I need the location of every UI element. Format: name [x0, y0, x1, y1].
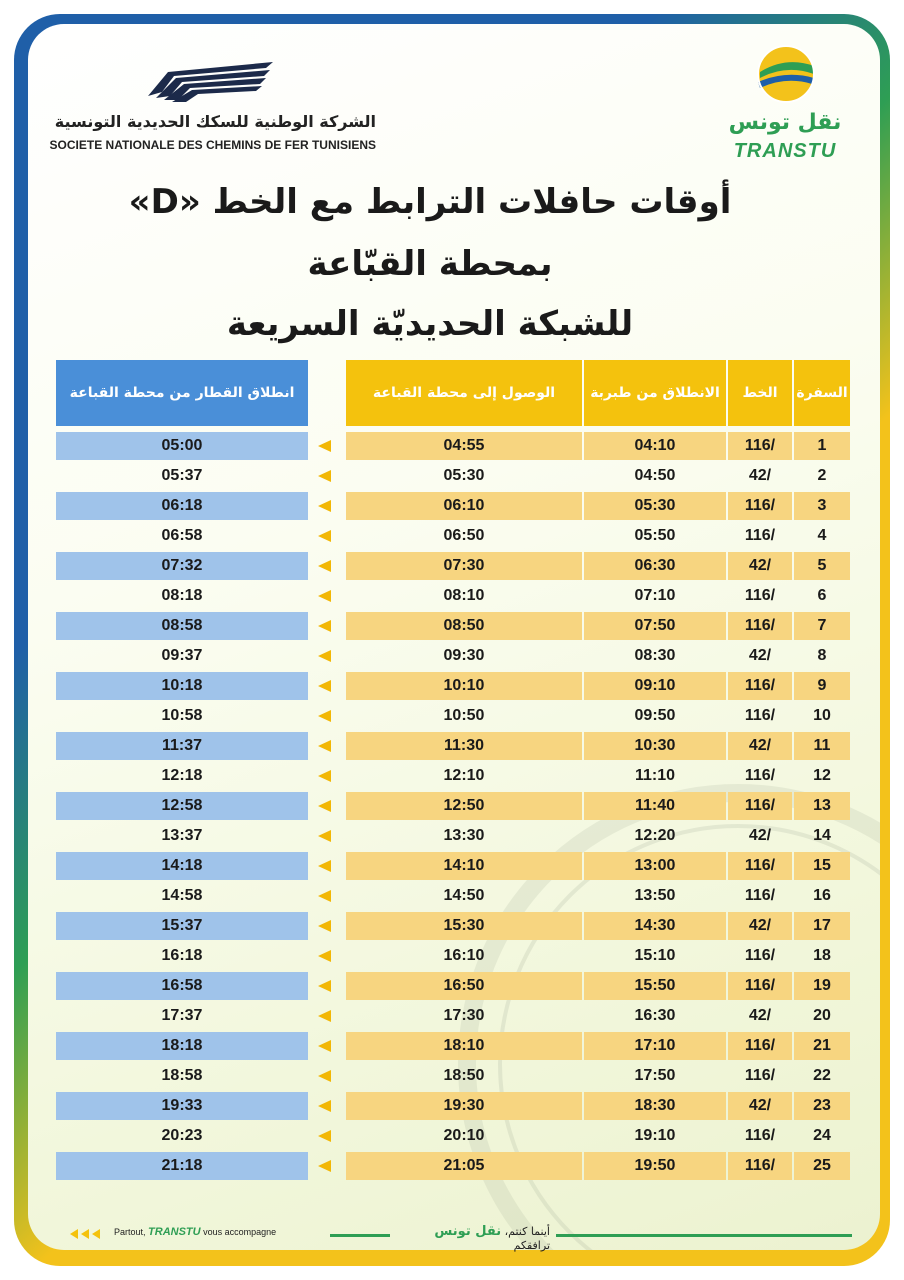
cell-line: 42/	[748, 647, 772, 664]
cell-departure-tebourba: 18:30	[584, 1092, 726, 1120]
connection-arrow-icon	[318, 830, 331, 842]
cell-trip: 17	[794, 912, 850, 940]
table-row	[0, 1092, 904, 1122]
header-arrival-gobaa: الوصول إلى محطة القباعة	[346, 360, 582, 426]
connection-arrow-icon	[318, 620, 331, 632]
table-row	[0, 552, 904, 582]
cell-departure-tebourba: 19:50	[584, 1152, 726, 1180]
connection-arrow-icon	[318, 1070, 331, 1082]
connection-arrow-icon	[318, 440, 331, 452]
cell-arrival-gobaa: 14:10	[346, 852, 582, 880]
cell-arrival-gobaa: 16:10	[443, 947, 485, 964]
footer-divider-right	[556, 1234, 852, 1237]
cell-train-departure: 08:58	[56, 612, 308, 640]
connection-arrow-icon	[318, 980, 331, 992]
connection-arrow-icon	[318, 560, 331, 572]
cell-trip: 6	[817, 587, 827, 604]
cell-train-departure: 10:58	[161, 707, 203, 724]
cell-departure-tebourba: 17:10	[584, 1032, 726, 1060]
cell-arrival-gobaa: 21:05	[346, 1152, 582, 1180]
cell-departure-tebourba: 14:30	[584, 912, 726, 940]
cell-arrival-gobaa: 13:30	[443, 827, 485, 844]
transtu-emblem-icon	[756, 44, 816, 106]
cell-line: 42/	[728, 1092, 792, 1120]
connection-arrow-icon	[318, 920, 331, 932]
cell-arrival-gobaa: 06:10	[346, 492, 582, 520]
connection-arrow-icon	[318, 890, 331, 902]
cell-line: 42/	[748, 827, 772, 844]
transtu-name-arabic: نقل تونس	[728, 110, 842, 135]
connection-arrow-icon	[318, 950, 331, 962]
cell-train-departure: 12:18	[161, 767, 203, 784]
cell-arrival-gobaa: 10:10	[346, 672, 582, 700]
table-row	[0, 942, 904, 972]
header-trip: السفرة	[794, 360, 850, 426]
cell-line: 42/	[728, 552, 792, 580]
connection-arrow-icon	[318, 1160, 331, 1172]
cell-train-departure: 12:58	[56, 792, 308, 820]
connection-arrow-icon	[318, 710, 331, 722]
cell-departure-tebourba: 05:30	[584, 492, 726, 520]
cell-arrival-gobaa: 12:50	[346, 792, 582, 820]
cell-trip: 5	[794, 552, 850, 580]
footer-divider-left	[330, 1234, 390, 1237]
connection-arrow-icon	[318, 740, 331, 752]
cell-departure-tebourba: 17:50	[634, 1067, 676, 1084]
cell-line: 116/	[728, 492, 792, 520]
cell-trip: 3	[794, 492, 850, 520]
cell-line: 42/	[748, 1007, 772, 1024]
cell-trip: 18	[813, 947, 831, 964]
cell-departure-tebourba: 15:50	[584, 972, 726, 1000]
cell-line: 116/	[744, 1067, 776, 1084]
cell-departure-tebourba: 11:10	[634, 767, 676, 784]
table-row	[0, 432, 904, 462]
header-departure-tebourba: الانطلاق من طبربة	[584, 360, 726, 426]
cell-arrival-gobaa: 12:10	[443, 767, 485, 784]
cell-departure-tebourba: 05:50	[634, 527, 676, 544]
connection-arrow-icon	[318, 1100, 331, 1112]
cell-arrival-gobaa: 09:30	[443, 647, 485, 664]
cell-line: 116/	[744, 887, 776, 904]
cell-departure-tebourba: 04:50	[634, 467, 676, 484]
cell-train-departure: 19:33	[56, 1092, 308, 1120]
footer-fr-suffix: vous accompagne	[203, 1227, 277, 1237]
footer-ar-prefix: أينما كنتم،	[504, 1225, 550, 1238]
cell-train-departure: 20:23	[161, 1127, 203, 1144]
connection-arrow-icon	[318, 800, 331, 812]
table-row	[0, 912, 904, 942]
cell-train-departure: 06:58	[161, 527, 203, 544]
cell-train-departure: 09:37	[161, 647, 203, 664]
title-line-1: أوقات حافلات الترابط مع الخط «D»	[128, 182, 732, 222]
table-row	[0, 882, 904, 912]
cell-departure-tebourba: 16:30	[634, 1007, 676, 1024]
cell-trip: 9	[794, 672, 850, 700]
cell-trip: 13	[794, 792, 850, 820]
cell-line: 116/	[728, 1152, 792, 1180]
connection-arrow-icon	[318, 680, 331, 692]
connection-arrow-icon	[318, 860, 331, 872]
cell-departure-tebourba: 13:50	[634, 887, 676, 904]
table-row	[0, 732, 904, 762]
table-row	[0, 972, 904, 1002]
cell-arrival-gobaa: 06:50	[443, 527, 485, 544]
cell-departure-tebourba: 07:50	[584, 612, 726, 640]
cell-trip: 24	[813, 1127, 831, 1144]
cell-departure-tebourba: 04:10	[584, 432, 726, 460]
cell-arrival-gobaa: 10:50	[443, 707, 485, 724]
cell-trip: 2	[817, 467, 827, 484]
cell-departure-tebourba: 12:20	[634, 827, 676, 844]
cell-line: 116/	[728, 852, 792, 880]
cell-line: 42/	[728, 732, 792, 760]
cell-line: 116/	[744, 707, 776, 724]
connection-arrow-icon	[318, 530, 331, 542]
connection-arrow-icon	[318, 1010, 331, 1022]
cell-arrival-gobaa: 15:30	[346, 912, 582, 940]
cell-trip: 1	[794, 432, 850, 460]
table-row	[0, 1002, 904, 1032]
connection-arrow-icon	[318, 770, 331, 782]
cell-trip: 7	[794, 612, 850, 640]
footer-arrows-icon	[70, 1229, 102, 1239]
cell-train-departure: 16:58	[56, 972, 308, 1000]
transtu-logo	[712, 44, 862, 164]
cell-line: 116/	[728, 432, 792, 460]
cell-arrival-gobaa: 17:30	[443, 1007, 485, 1024]
cell-line: 116/	[728, 672, 792, 700]
cell-departure-tebourba: 13:00	[584, 852, 726, 880]
cell-train-departure: 18:18	[56, 1032, 308, 1060]
cell-train-departure: 13:37	[161, 827, 203, 844]
connection-arrow-icon	[318, 1130, 331, 1142]
cell-line: 116/	[728, 612, 792, 640]
cell-line: 116/	[728, 1032, 792, 1060]
connection-arrow-icon	[318, 500, 331, 512]
cell-departure-tebourba: 09:10	[584, 672, 726, 700]
cell-departure-tebourba: 10:30	[584, 732, 726, 760]
cell-train-departure: 05:00	[56, 432, 308, 460]
cell-train-departure: 06:18	[56, 492, 308, 520]
cell-train-departure: 15:37	[56, 912, 308, 940]
cell-trip: 4	[817, 527, 827, 544]
cell-trip: 22	[813, 1067, 831, 1084]
cell-trip: 14	[813, 827, 831, 844]
table-row	[0, 1122, 904, 1152]
table-row	[0, 462, 904, 492]
sncft-rail-icon	[138, 58, 278, 104]
cell-train-departure: 18:58	[161, 1067, 203, 1084]
footer-slogan-arabic	[420, 1224, 550, 1252]
table-row	[0, 582, 904, 612]
cell-line: 42/	[728, 912, 792, 940]
table-row	[0, 522, 904, 552]
cell-train-departure: 21:18	[56, 1152, 308, 1180]
table-row	[0, 492, 904, 522]
table-row	[0, 852, 904, 882]
table-row	[0, 1062, 904, 1092]
title-line-2: بمحطة القبّاعة	[307, 244, 553, 284]
cell-line: 116/	[744, 947, 776, 964]
cell-train-departure: 07:32	[56, 552, 308, 580]
cell-line: 116/	[728, 792, 792, 820]
cell-departure-tebourba: 15:10	[634, 947, 676, 964]
cell-train-departure: 08:18	[161, 587, 203, 604]
cell-line: 116/	[744, 1127, 776, 1144]
cell-trip: 11	[794, 732, 850, 760]
cell-line: 116/	[744, 527, 776, 544]
cell-train-departure: 16:18	[161, 947, 203, 964]
cell-trip: 8	[817, 647, 827, 664]
table-row	[0, 672, 904, 702]
cell-trip: 16	[813, 887, 831, 904]
footer-ar-brand: نقل تونس	[434, 1224, 502, 1239]
cell-arrival-gobaa: 18:10	[346, 1032, 582, 1060]
cell-arrival-gobaa: 08:50	[346, 612, 582, 640]
cell-line: 116/	[744, 767, 776, 784]
table-row	[0, 612, 904, 642]
cell-departure-tebourba: 08:30	[634, 647, 676, 664]
cell-train-departure: 10:18	[56, 672, 308, 700]
footer-fr-brand: TRANSTU	[148, 1226, 201, 1238]
cell-departure-tebourba: 11:40	[584, 792, 726, 820]
table-row	[0, 642, 904, 672]
cell-line: 116/	[728, 972, 792, 1000]
cell-line: 116/	[744, 587, 776, 604]
sncft-name-french: SOCIETE NATIONALE DES CHEMINS DE FER TUNISIENS	[49, 138, 376, 152]
footer-fr-prefix: Partout,	[114, 1227, 146, 1237]
connection-arrow-icon	[318, 650, 331, 662]
cell-arrival-gobaa: 20:10	[443, 1127, 485, 1144]
cell-arrival-gobaa: 18:50	[443, 1067, 485, 1084]
cell-arrival-gobaa: 07:30	[346, 552, 582, 580]
cell-arrival-gobaa: 19:30	[346, 1092, 582, 1120]
connection-arrow-icon	[318, 470, 331, 482]
cell-line: 42/	[748, 467, 772, 484]
schedule-table	[0, 432, 904, 1182]
sncft-name-arabic: الشركة الوطنية للسكك الحديدية التونسية	[54, 112, 376, 131]
table-row	[0, 702, 904, 732]
cell-arrival-gobaa: 14:50	[443, 887, 485, 904]
connection-arrow-icon	[318, 590, 331, 602]
cell-trip: 20	[813, 1007, 831, 1024]
cell-trip: 12	[813, 767, 831, 784]
header-train-departure: انطلاق القطار من محطة القباعة	[56, 360, 308, 426]
cell-train-departure: 05:37	[161, 467, 203, 484]
cell-train-departure: 11:37	[56, 732, 308, 760]
cell-trip: 15	[794, 852, 850, 880]
cell-trip: 10	[813, 707, 831, 724]
cell-trip: 21	[794, 1032, 850, 1060]
cell-arrival-gobaa: 05:30	[443, 467, 485, 484]
cell-arrival-gobaa: 08:10	[443, 587, 485, 604]
table-row	[0, 762, 904, 792]
cell-arrival-gobaa: 16:50	[346, 972, 582, 1000]
table-row	[0, 1152, 904, 1182]
cell-trip: 25	[794, 1152, 850, 1180]
transtu-name-french: TRANSTU	[733, 140, 837, 162]
cell-train-departure: 17:37	[161, 1007, 203, 1024]
cell-train-departure: 14:18	[56, 852, 308, 880]
cell-departure-tebourba: 07:10	[634, 587, 676, 604]
table-row	[0, 1032, 904, 1062]
cell-trip: 23	[794, 1092, 850, 1120]
table-row	[0, 822, 904, 852]
footer-ar-suffix: ترافقكم	[513, 1239, 550, 1252]
cell-trip: 19	[794, 972, 850, 1000]
header-line: الخط	[728, 360, 792, 426]
cell-arrival-gobaa: 04:55	[346, 432, 582, 460]
cell-departure-tebourba: 06:30	[584, 552, 726, 580]
table-row	[0, 792, 904, 822]
cell-departure-tebourba: 09:50	[634, 707, 676, 724]
footer-slogan-french	[114, 1226, 276, 1238]
cell-departure-tebourba: 19:10	[634, 1127, 676, 1144]
cell-train-departure: 14:58	[161, 887, 203, 904]
connection-arrow-icon	[318, 1040, 331, 1052]
cell-arrival-gobaa: 11:30	[346, 732, 582, 760]
title-line-3: للشبكة الحديديّة السريعة	[226, 304, 634, 344]
